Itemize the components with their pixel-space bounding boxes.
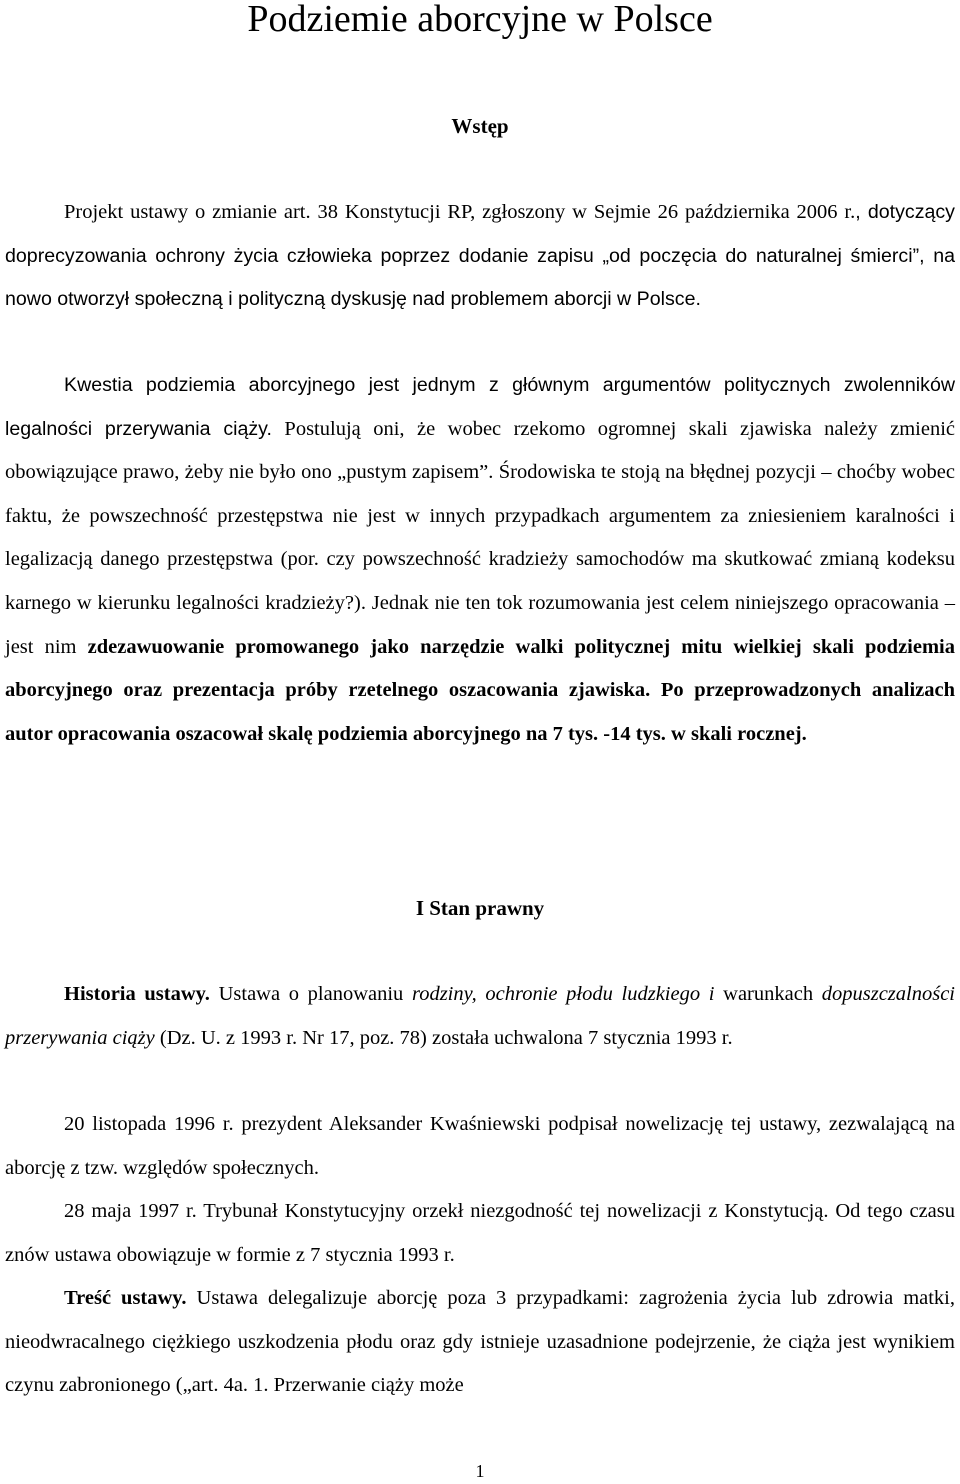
history-italic-1: rodziny, ochronie płodu ludzkiego i (411, 983, 715, 1005)
section1-heading: I Stan prawny (415, 896, 545, 920)
paragraph-1997 (5, 1190, 955, 1277)
intro-p1-sans: , dotyczący doprecyzowania ochrony życia człowieka poprzez dodanie zapisu „od poczęcia do naturalnej śmierci”, na nowo otworzył społeczną i polityczną dyskusję nad problemem aborcji w Polsce. (5, 201, 955, 311)
content-text: Ustawa delegalizuje aborcję poza 3 przypadkami: zagrożenia życia lub zdrowia matki, nieodwracalnego ciężkiego uszkodzenia płodu oraz gdy istnieje uzasadnione podejrzenie, że ciąża jest wynikiem czynu zabronionego („art. 4a. 1. Przerwanie ciąży może (5, 1287, 955, 1397)
content-paragraph (5, 1277, 955, 1408)
intro-paragraph-2 (5, 364, 955, 756)
page-number: 1 (475, 1461, 485, 1481)
history-text-1: Ustawa o planowaniu (209, 983, 412, 1005)
intro-paragraph-1 (5, 191, 955, 322)
document-title: Podziemie aborcyjne w Polsce (247, 0, 713, 40)
paragraph-1996 (5, 1103, 955, 1190)
history-text-2: warunkach (714, 983, 822, 1005)
paragraph-1997-text: 28 maja 1997 r. Trybunał Konstytucyjny orzekł niezgodność tej nowelizacji z Konstytucją. Od tego czasu znów ustawa obowiązuje w formie z 7 stycznia 1993 r. (5, 1200, 955, 1266)
intro-p2-bold: zdezawuowanie promowanego jako narzędzie walki politycznej mitu wielkiej skali podziemia aborcyjnego oraz prezentacja próby rzetelnego oszacowania zjawiska. Po przeprowadzonych analizach autor opracowania oszacował skalę podziemia aborcyjnego na 7 tys. -14 tys. w skali rocznej. (5, 635, 955, 745)
intro-p2-serif: Postulują oni, że wobec rzekomo ogromnej skali zjawiska należy zmienić obowiązujące prawo, żeby nie było ono „pustym zapisem”. Środowiska te stoją na błędnej pozycji – choćby wobec faktu, że powszechność przestępstwa nie jest w innych przypadkach argumentem za zniesieniem karalności i legalizacją danego przestępstwa (por. czy powszechność kradzieży samochodów ma skutkować zmianą kodeksu karnego w kierunku legalności kradzieży?). Jednak nie ten tok rozumowania jest celem niniejszego opracowania – jest nim (5, 417, 955, 658)
history-label: Historia ustawy. (64, 983, 210, 1005)
intro-p2-sans: Kwestia podziemia aborcyjnego jest jednym z głównym argumentów politycznych zwolenników legalności przerywania ciąży. (5, 374, 955, 440)
intro-heading: Wstęp (451, 114, 509, 138)
history-paragraph (5, 973, 955, 1060)
history-text-3: (Dz. U. z 1993 r. Nr 17, poz. 78) została uchwalona 7 stycznia 1993 r. (154, 1026, 733, 1049)
history-italic-2: dopuszczalności przerywania ciąży (5, 983, 955, 1049)
intro-p1-serif: Projekt ustawy o zmianie art. 38 Konstytucji RP, zgłoszony w Sejmie 26 października 2006 r. (64, 201, 856, 223)
content-label: Treść ustawy. (64, 1287, 187, 1309)
paragraph-1996-text: 20 listopada 1996 r. prezydent Aleksander Kwaśniewski podpisał nowelizację tej ustawy, zezwalającą na aborcję z tzw. względów społecznych. (5, 1113, 955, 1179)
